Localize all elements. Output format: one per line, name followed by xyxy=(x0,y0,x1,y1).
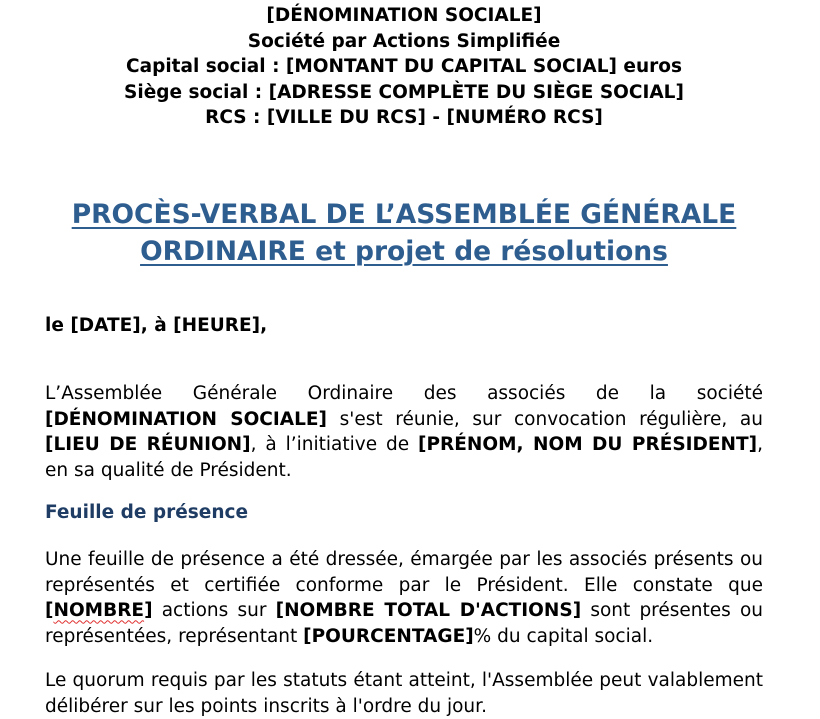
presence-percentage: [POURCENTAGE] xyxy=(303,626,474,648)
bracket-open: [ xyxy=(45,600,54,622)
presence-total-shares: [NOMBRE TOTAL D'ACTIONS] xyxy=(275,600,582,622)
intro-text-3: , à l’initiative de xyxy=(250,434,418,456)
intro-company-name: [DÉNOMINATION SOCIALE] xyxy=(45,408,327,430)
intro-meeting-place: [LIEU DE RÉUNION] xyxy=(45,434,251,456)
spellcheck-word: NOMBRE xyxy=(53,600,145,622)
rcs-number: RCS : [VILLE DU RCS] - [NUMÉRO RCS] xyxy=(205,107,603,129)
quorum-paragraph: Le quorum requis par les statuts étant atteint, l'Assemblée peut valablement délibérer sur les points inscrits à l'ordre du jour. xyxy=(45,670,763,717)
intro-text-2: s'est réunie, sur convocation régulière, au xyxy=(326,408,763,430)
company-form: Société par Actions Simplifiée xyxy=(247,30,561,52)
presence-text-3: sont présentes ou représentées, représentant xyxy=(45,600,763,648)
presence-text-1: Une feuille de présence a été dressée, émargée par les associés présents ou représentés et certifiée conforme par le Président. Elle constate que xyxy=(45,549,763,596)
registered-office: Siège social : [ADRESSE COMPLÈTE DU SIÈGE SOCIAL] xyxy=(124,81,684,103)
document-title xyxy=(0,196,808,270)
presence-text-4: % du capital social. xyxy=(473,626,654,648)
section-heading: Feuille de présence xyxy=(45,502,249,523)
bracket-close: ] xyxy=(144,600,153,622)
presence-shares-count xyxy=(45,600,153,621)
intro-president-name: [PRÉNOM, NOM DU PRÉSIDENT] xyxy=(418,434,758,456)
intro-text-4: , en sa qualité de Président. xyxy=(45,434,763,482)
company-header xyxy=(0,3,808,131)
title-line-1: PROCÈS-VERBAL DE L’ASSEMBLÉE GÉNÉRALE xyxy=(71,199,737,230)
presence-text-2: actions sur xyxy=(152,600,276,622)
title-line-2: ORDINAIRE et projet de résolutions xyxy=(140,236,668,267)
presence-paragraph xyxy=(45,547,763,650)
share-capital: Capital social : [MONTANT DU CAPITAL SOCIAL] euros xyxy=(126,56,682,78)
meeting-date-line: le [DATE], à [HEURE], xyxy=(45,315,268,336)
intro-text-1: L’Assemblée Générale Ordinaire des associés de la société xyxy=(45,383,763,404)
intro-paragraph xyxy=(45,381,763,484)
company-name: [DÉNOMINATION SOCIALE] xyxy=(266,5,542,26)
